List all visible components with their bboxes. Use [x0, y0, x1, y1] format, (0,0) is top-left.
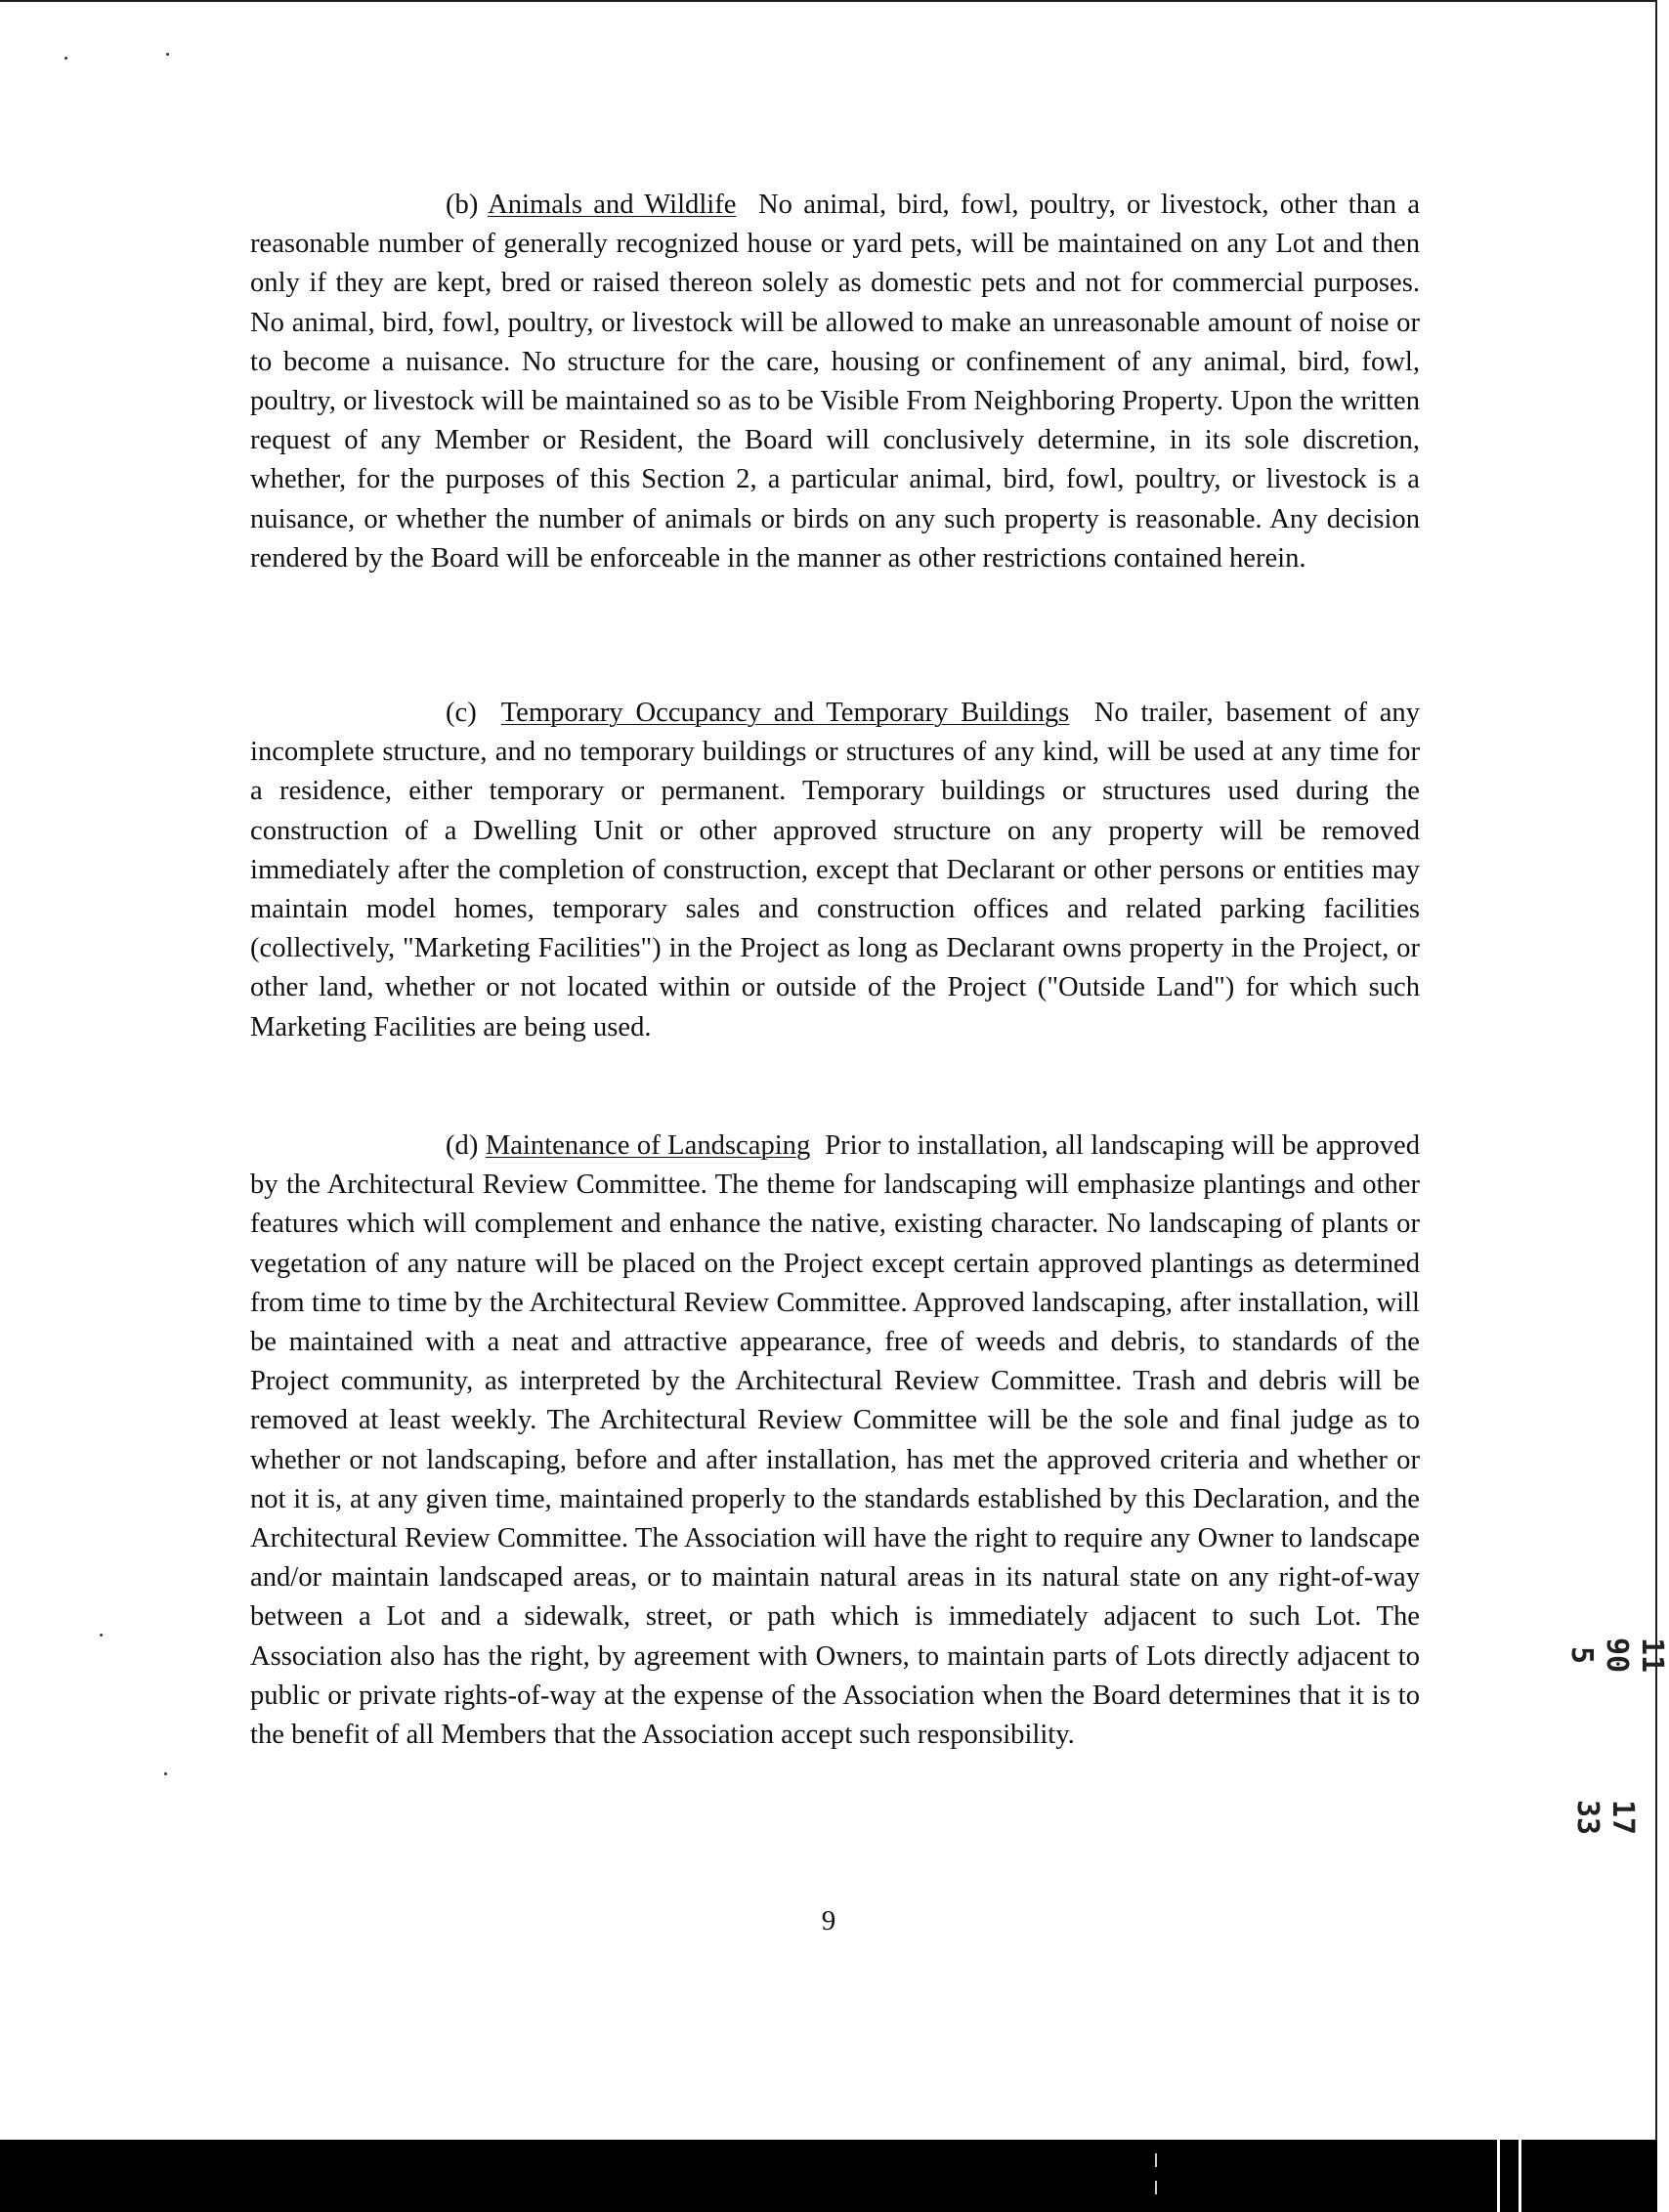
paragraph-body: No trailer, basement of any incomplete structure, and no temporary buildings or structures of any kind, will be used at any time for a residence, either temporary or permanent. Temporary buildings or structures used during the construction of a Dwelling Unit or other approved structure on any property will be removed immediately after the completion of construction, except that Declarant or other persons or entities may maintain model homes, temporary sales and construction offices and related parking facilities (collectively, "Marketing Facilities") in the Project as long as Declarant owns property in the Project, or other land, whether or not located within or outside of the Project ("Outside Land") for which such Marketing Facilities are being used.	[250, 698, 1420, 1042]
scan-edge-top	[0, 0, 1657, 2]
paragraph-temporary-occupancy	[250, 694, 1420, 1047]
paragraph-body: Prior to installation, all landscaping will be approved by the Architectural Review Committee. The theme for landscaping will emphasize plantings and other features which will complement and enhance the native, existing character. No landscaping of plants or vegetation of any nature will be placed on the Project except certain approved plantings as determined from time to time by the Architectural Review Committee. Approved landscaping, after installation, will be maintained with a neat and attractive appearance, free of weeds and debris, to standards of the Project community, as interpreted by the Architectural Review Committee. Trash and debris will be removed at least weekly. The Architectural Review Committee will be the sole and final judge as to whether or not landscaping, before and after installation, has met the approved criteria and whether or not it is, at any given time, maintained properly to the standards established by this Declaration, and the Architectural Review Committee. The Association will have the right to require any Owner to landscape and/or maintain landscaped areas, or to maintain natural areas in its natural state on any right-of-way between a Lot and a sidewalk, street, or path which is immediately adjacent to such Lot. The Association also has the right, by agreement with Owners, to maintain parts of Lots directly adjacent to public or private rights-of-way at the expense of the Association when the Board determines that it is to the benefit of all Members that the Association accept such responsibility.	[250, 1130, 1420, 1751]
paragraph-label: (d)	[446, 1130, 479, 1161]
margin-stamp-upper: 11905	[1564, 1637, 1669, 1674]
paragraph-heading: Animals and Wildlife	[488, 190, 737, 220]
scan-band-tick	[1155, 2153, 1157, 2167]
paragraph-body: No animal, bird, fowl, poultry, or livestock, other than a reasonable number of generally recognized house or yard pets, will be maintained on any Lot and then only if they are kept, bred or raised thereon solely as domestic pets and not for commercial purposes. No animal, bird, fowl, poultry, or livestock will be allowed to make an unreasonable amount of noise or to become a nuisance. No structure for the care, housing or confinement of any animal, bird, fowl, poultry, or livestock will be maintained so as to be Visible From Neighboring Property. Upon the written request of any Member or Resident, the Board will conclusively determine, in its sole discretion, whether, for the purposes of this Section 2, a particular animal, bird, fowl, poultry, or livestock is a nuisance, or whether the number of animals or birds on any such property is reasonable. Any decision rendered by the Board will be enforceable in the manner as other restrictions contained herein.	[250, 190, 1421, 574]
scan-edge-right	[1655, 0, 1657, 2140]
page-number: 9	[821, 1905, 836, 1936]
paragraph-heading: Maintenance of Landscaping	[485, 1130, 811, 1161]
paragraph-maintenance-of-landscaping	[250, 1127, 1420, 1755]
scan-band-line	[1497, 2140, 1500, 2212]
scan-speck	[64, 57, 67, 60]
paragraph-label: (b)	[446, 190, 479, 220]
paragraph-label: (c)	[446, 698, 477, 728]
scan-speck	[164, 1772, 167, 1775]
margin-stamp-lower: 1733	[1570, 1799, 1640, 1836]
paragraph-heading: Temporary Occupancy and Temporary Buildings	[500, 698, 1070, 728]
scan-speck	[166, 53, 169, 56]
scan-speck	[100, 1634, 103, 1637]
scan-band-tick	[1155, 2181, 1157, 2194]
paragraph-animals-and-wildlife	[250, 186, 1420, 578]
scan-bottom-band	[0, 2140, 1657, 2212]
scan-band-line	[1519, 2140, 1521, 2212]
